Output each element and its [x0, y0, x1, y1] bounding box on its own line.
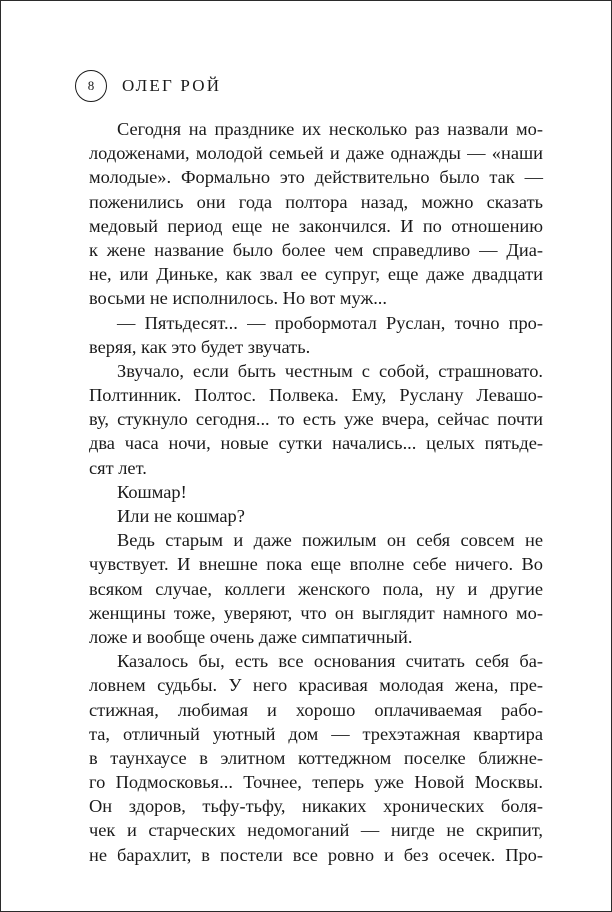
text-line: к жене название было более чем справедливо — Диа- [89, 239, 543, 260]
text-line: поженились они года полтора назад, можно сказать [89, 191, 543, 212]
text-line: Сегодня на празднике их несколько раз назвали мо- [117, 119, 543, 139]
text-line: чек и старческих недомоганий — нигде не скрипит, [89, 820, 543, 841]
text-line: Кошмар! [117, 481, 187, 502]
text-line: сят лет. [89, 457, 147, 478]
text-line: лодоженами, молодой семьей и даже однажды — «наши [89, 143, 543, 164]
text-line: два часа ночи, новые сутки начались... целых пятьде- [89, 433, 543, 454]
text-line: медовый период еще не закончился. И по отношению [89, 215, 543, 236]
text-line: стижная, любимая и хорошо оплачиваемая рабо- [89, 699, 543, 720]
text-line: чувствует. И внешне пока еще вполне себе ничего. Во [89, 554, 543, 575]
text-line: Ведь старым и даже пожилым он себя совсем не [117, 530, 543, 551]
running-header [75, 68, 221, 104]
text-line: не, или Диньке, как звал ее супруг, еще даже двадцати [89, 264, 543, 285]
text-line: не барахлит, в постели все ровно и без осечек. Про- [89, 844, 543, 865]
text-line: та, отличный уютный дом — трехэтажная квартира [89, 723, 543, 744]
text-line: женщины тоже, уверяют, что он выглядит намного мо- [89, 602, 543, 623]
text-line: в таунхаусе в элитном коттеджном поселке ближне- [89, 747, 543, 768]
text-line: — Пятьдесят... — пробормотал Руслан, точно про- [117, 312, 543, 333]
text-line: веряя, как это будет звучать. [89, 336, 311, 357]
text-line: Полтинник. Полтос. Полвека. Ему, Руслану Левашо- [89, 385, 543, 406]
text-line: молодые». Формально это действительно было так — [89, 167, 543, 188]
body-text [89, 117, 543, 867]
page-number-badge: 8 [75, 70, 107, 102]
text-line: Или не кошмар? [117, 506, 245, 526]
text-line: всяком случае, коллеги женского пола, ну и другие [89, 578, 543, 599]
text-line: ложе и вообще очень даже симпатичный. [89, 626, 413, 647]
text-line: Он здоров, тьфу-тьфу, никаких хронических боля- [89, 796, 543, 817]
text-line: ловнем судьбы. У него красивая молодая жена, пре- [89, 675, 543, 696]
author-name: ОЛЕГ РОЙ [122, 76, 222, 95]
text-line: восьми не исполнилось. Но вот муж... [89, 288, 387, 309]
text-line: Звучало, если быть честным с собой, страшновато. [117, 360, 543, 381]
text-line: Казалось бы, есть все основания считать себя ба- [117, 651, 543, 672]
text-line: го Подмосковья... Точнее, теперь уже Новой Москвы. [89, 772, 543, 793]
text-line: ву, стукнуло сегодня... то есть уже вчера, сейчас почти [89, 409, 543, 430]
